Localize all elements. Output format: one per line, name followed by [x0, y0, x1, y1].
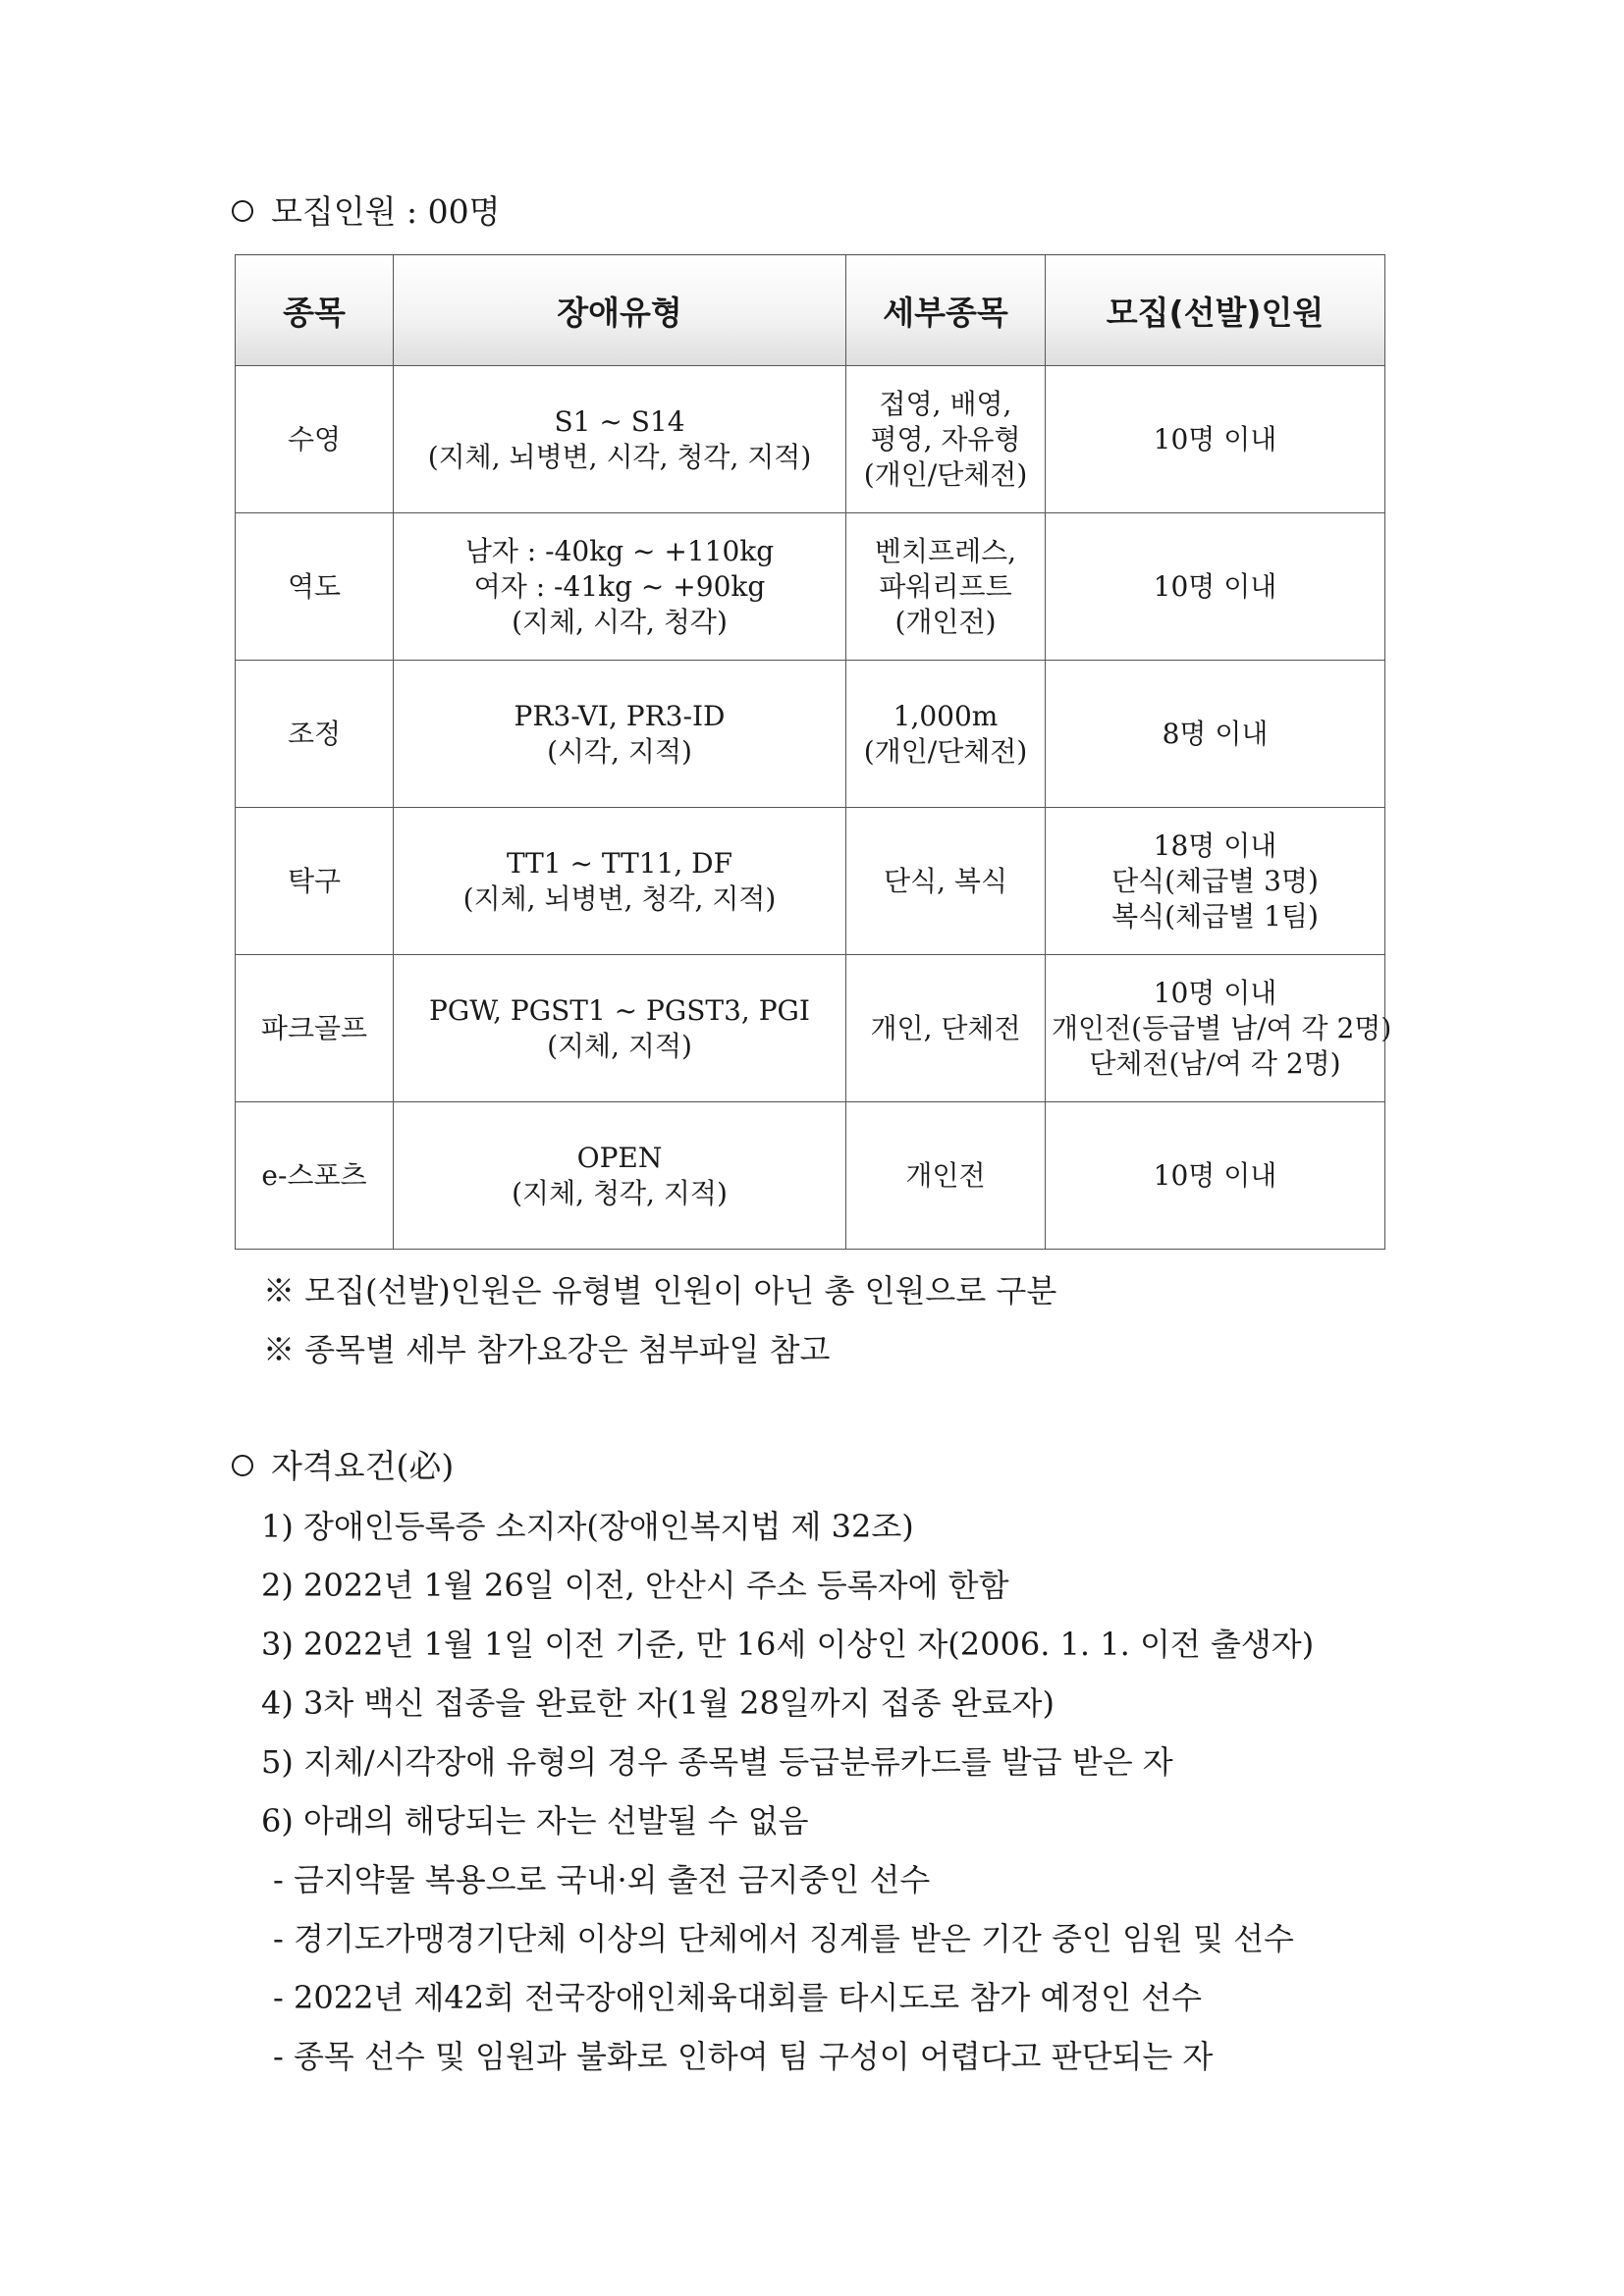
cell-text-line: 역도 — [287, 569, 342, 603]
exclusion-item: - 금지약물 복용으로 국내·외 출전 금지중인 선수 — [273, 1861, 931, 1898]
cell-detail-event — [846, 366, 1046, 513]
table-row — [236, 1102, 1385, 1250]
exclusion-item: - 종목 선수 및 임원과 불화로 인하여 팀 구성이 어렵다고 판단되는 자 — [273, 2038, 1214, 2075]
cell-text-line: e-스포츠 — [261, 1158, 367, 1192]
cell-text-line: (지체, 뇌병변, 시각, 청각, 지적) — [427, 440, 812, 473]
cell-text-line: 남자 : -40kg ~ +110kg — [464, 534, 775, 567]
cell-text-line: 단체전(남/여 각 2명) — [1089, 1046, 1341, 1080]
eligibility-item: 5) 지체/시각장애 유형의 경우 종목별 등급분류카드를 발급 받은 자 — [261, 1743, 1173, 1781]
cell-text-line: 평영, 자유형 — [870, 422, 1021, 455]
cell-detail-event — [846, 1102, 1046, 1250]
cell-text-line: 접영, 배영, — [879, 387, 1012, 420]
cell-text-line: 1,000m — [893, 699, 999, 732]
cell-disability-type — [394, 513, 846, 661]
cell-text-line: (지체, 청각, 지적) — [512, 1176, 728, 1209]
table-row — [236, 366, 1385, 513]
eligibility-item: 1) 장애인등록증 소지자(장애인복지법 제 32조) — [261, 1508, 914, 1545]
cell-text-line: (지체, 시각, 청각) — [512, 605, 728, 638]
cell-detail-event — [846, 661, 1046, 808]
cell-sport — [236, 513, 394, 661]
table-row — [236, 808, 1385, 955]
eligibility-item: 6) 아래의 해당되는 자는 선발될 수 없음 — [261, 1802, 809, 1840]
cell-text-line: 조정 — [287, 717, 342, 750]
cell-quota — [1046, 366, 1385, 513]
cell-quota — [1046, 513, 1385, 661]
cell-text-line: (개인/단체전) — [863, 457, 1028, 491]
cell-disability-type — [394, 1102, 846, 1250]
cell-text-line: 단식(체급별 3명) — [1111, 864, 1319, 897]
cell-text-line: 파워리프트 — [879, 569, 1012, 603]
cell-text-line: PR3-VI, PR3-ID — [514, 699, 726, 732]
cell-text-line: 개인전(등급별 남/여 각 2명) — [1052, 1011, 1392, 1044]
cell-text-line: 복식(체급별 1팀) — [1111, 899, 1319, 933]
header-quota: 모집(선발)인원 — [1046, 255, 1385, 366]
cell-quota — [1046, 1102, 1385, 1250]
header-detail-event: 세부종목 — [846, 255, 1046, 366]
cell-text-line: (개인/단체전) — [863, 734, 1028, 768]
eligibility-item: 2) 2022년 1월 26일 이전, 안산시 주소 등록자에 한함 — [261, 1567, 1009, 1604]
cell-quota — [1046, 661, 1385, 808]
cell-text-line: 10명 이내 — [1153, 422, 1277, 455]
cell-text-line: (지체, 지적) — [547, 1029, 692, 1062]
cell-detail-event — [846, 955, 1046, 1102]
cell-sport — [236, 366, 394, 513]
header-sport: 종목 — [236, 255, 394, 366]
cell-text-line: 파크골프 — [260, 1011, 368, 1044]
exclusion-item: - 경기도가맹경기단체 이상의 단체에서 징계를 받은 기간 중인 임원 및 선수 — [273, 1920, 1294, 1957]
cell-text-line: S1 ~ S14 — [554, 404, 685, 438]
circle-bullet-icon — [232, 200, 253, 222]
cell-text-line: (개인전) — [894, 605, 997, 638]
cell-quota — [1046, 808, 1385, 955]
eligibility-item: 4) 3차 백신 접종을 완료한 자(1월 28일까지 접종 완료자) — [261, 1684, 1055, 1722]
cell-text-line: 10명 이내 — [1153, 569, 1277, 603]
table-header-row — [236, 255, 1385, 366]
cell-text-line: 18명 이내 — [1153, 828, 1277, 862]
section-title: 모집인원 : 00명 — [271, 192, 501, 231]
cell-text-line: 여자 : -41kg ~ +90kg — [473, 569, 766, 603]
cell-text-line: 10명 이내 — [1153, 1158, 1277, 1192]
circle-bullet-icon — [232, 1455, 253, 1476]
cell-text-line: (시각, 지적) — [547, 734, 692, 768]
cell-text-line: 10명 이내 — [1153, 976, 1277, 1009]
cell-detail-event — [846, 808, 1046, 955]
recruitment-table — [235, 254, 1392, 1250]
section-heading-recruitment — [232, 192, 500, 232]
cell-text-line: TT1 ~ TT11, DF — [506, 846, 733, 880]
section-heading-eligibility — [232, 1447, 454, 1486]
cell-disability-type — [394, 955, 846, 1102]
cell-text-line: PGW, PGST1 ~ PGST3, PGI — [429, 993, 810, 1027]
cell-text-line: 탁구 — [287, 864, 342, 897]
exclusion-item: - 2022년 제42회 전국장애인체육대회를 타시도로 참가 예정인 선수 — [273, 1979, 1203, 2016]
cell-quota — [1046, 955, 1392, 1102]
cell-text-line: OPEN — [576, 1141, 663, 1174]
cell-detail-event — [846, 513, 1046, 661]
cell-disability-type — [394, 808, 846, 955]
table-row — [236, 661, 1385, 808]
eligibility-item: 3) 2022년 1월 1일 이전 기준, 만 16세 이상인 자(2006. 1. 1. 이전 출생자) — [261, 1626, 1315, 1663]
table-row — [236, 513, 1385, 661]
note-line: ※ 모집(선발)인원은 유형별 인원이 아닌 총 인원으로 구분 — [263, 1272, 1057, 1309]
cell-text-line: 수영 — [287, 422, 342, 455]
cell-text-line: 개인전 — [905, 1158, 986, 1192]
cell-text-line: 8명 이내 — [1162, 717, 1269, 750]
note-line: ※ 종목별 세부 참가요강은 첨부파일 참고 — [263, 1331, 831, 1368]
cell-text-line: 벤치프레스, — [874, 534, 1017, 567]
table-row — [236, 955, 1385, 1102]
cell-text-line: 단식, 복식 — [884, 864, 1007, 897]
cell-disability-type — [394, 661, 846, 808]
cell-text-line: (지체, 뇌병변, 청각, 지적) — [462, 881, 777, 915]
header-disability-type: 장애유형 — [394, 255, 846, 366]
section-title: 자격요건(必) — [271, 1447, 455, 1485]
cell-disability-type — [394, 366, 846, 513]
cell-sport — [236, 808, 394, 955]
cell-sport — [236, 955, 394, 1102]
cell-sport — [236, 1102, 394, 1250]
cell-sport — [236, 661, 394, 808]
cell-text-line: 개인, 단체전 — [870, 1011, 1021, 1044]
